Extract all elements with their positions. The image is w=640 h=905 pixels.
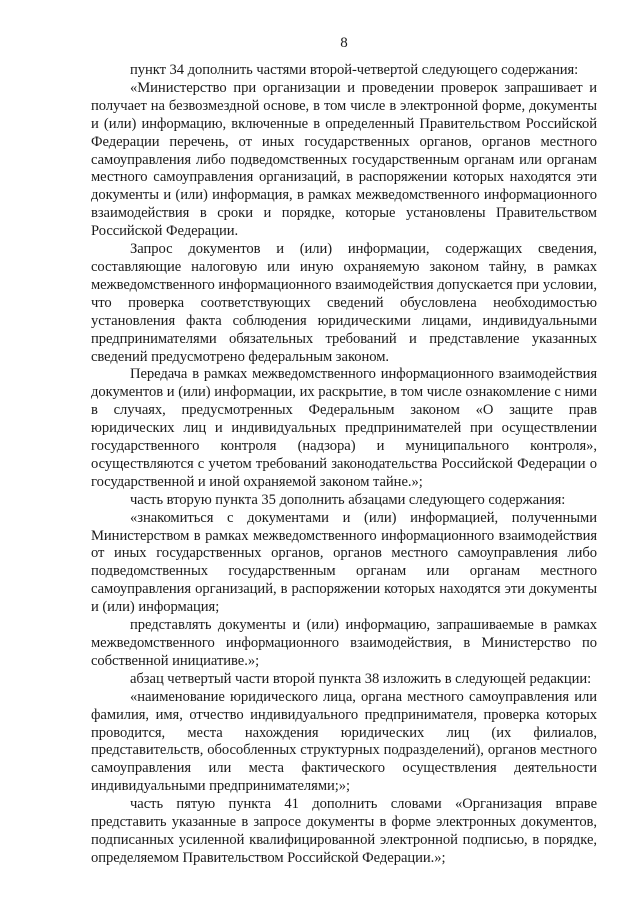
paragraph-transfer-info: Передача в рамках межведомственного информационного взаимодействия документов и (или) информации, их раскрытие, в том числе ознакомление с ними в случаях, предусмотренных Федеральным законом «О защите прав юридических лиц и индивидуальных предпринимателей при осуществлении государственного контроля (надзора) и муниципального контроля», осуществляются с учетом требований законодательства Российской Федерации о государственной и иной охраняемой законом тайне.»; [91,366,597,490]
paragraph-intro-p38: абзац четвертый части второй пункта 38 изложить в следующей редакции: [130,670,592,687]
paragraph-intro-p34: пункт 34 дополнить частями второй-четвертой следующего содержания: [130,62,579,78]
paragraph-submit-documents: представлять документы и (или) информацию, запрашиваемые в рамках межведомственного информационного взаимодействия, в Министерство по собственной инициативе.»; [91,617,597,669]
paragraph-ministry-requests: «Министерство при организации и проведении проверок запрашивает и получает на безвозмездной основе, в том числе в электронной форме, документы и (или) информацию, включенные в определенный Правительством Российской Федерации перечень, от иных государственных органов, органов местного самоуправления либо подведомственных государственным органам или органам местного самоуправления организаций, в распоряжении которых находятся эти документы и (или) информация, в рамках межведомственного информационного взаимодействия в сроки и порядке, которые установлены Правительством Российской Федерации. [91,79,597,240]
paragraph-intro-p35: часть вторую пункта 35 дополнить абзацами следующего содержания: [130,491,566,508]
paragraph-intro-p41: часть пятую пункта 41 дополнить словами «Организация вправе представить указанные в запросе документы в форме электронных документов, подписанных усиленной квалифицированной электронной подписью, в порядке, определяемом Правительством Российской Федерации.»; [91,796,597,866]
paragraph-entity-name: «наименование юридического лица, органа местного самоуправления или фамилия, имя, отчество индивидуального предпринимателя, проверка которых проводится, места нахождения юридических лиц (их филиалов, представительств, обособленных структурных подразделений), органов местного самоуправления или места фактического осуществления деятельности индивидуальными предпринимателями;»; [91,688,597,795]
document-page [91,34,597,868]
paragraph-secret-info-request: Запрос документов и (или) информации, содержащих сведения, составляющие налоговую или иную охраняемую законом тайну, в рамках межведомственного информационного взаимодействия допускается при условии, что проверка соответствующих сведений обусловлена необходимостью установления факта соблюдения юридическими лицами, индивидуальными предпринимателями обязательных требований и представление указанных сведений предусмотрено федеральным законом. [91,241,597,365]
page-number: 8 [340,35,348,51]
paragraph-familiarize: «знакомиться с документами и (или) информацией, полученными Министерством в рамках межведомственного информационного взаимодействия от иных государственных органов, органов местного самоуправления либо подведомственных государственным органам или органам местного самоуправления организаций, в распоряжении которых находятся эти документы и (или) информация; [91,509,597,616]
